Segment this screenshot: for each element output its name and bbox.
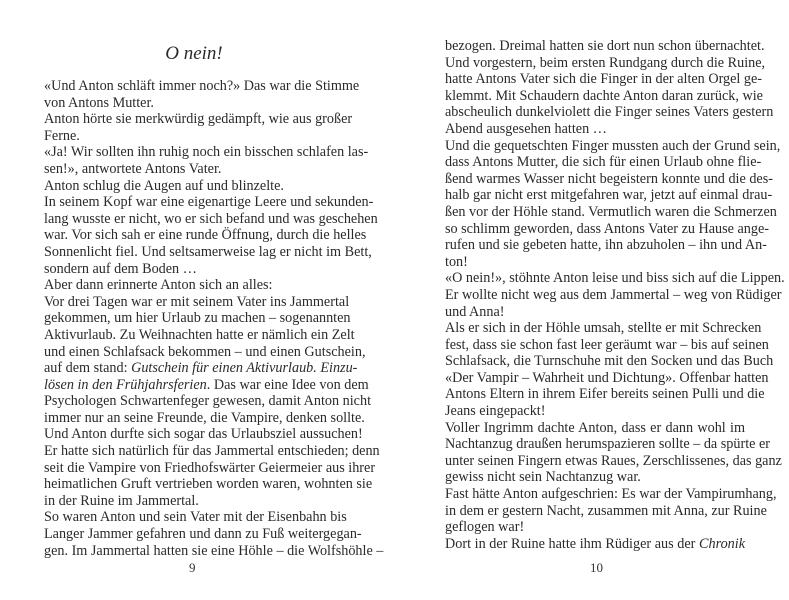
text-line [44,409,365,427]
text-line [445,154,762,171]
text-line [44,310,351,327]
text-segment: unter seinen Fingern etwas Raues, Zerschlissenes, das ganz [445,452,782,469]
text-line [44,393,372,410]
text-segment: Aktivurlaub. Zu Weihnachten hatte er nämlich ein Zelt [44,326,355,343]
text-line [44,261,344,278]
text-segment: heimatlichen Gruft vertrieben worden waren, wohnten sie [44,476,373,493]
text-line [445,519,745,536]
text-segment: bezogen. Dreimal hatten sie dort nun schon übernachtet. [445,38,765,54]
text-line [44,194,374,211]
text-line [44,144,369,161]
text-line [445,71,763,88]
text-segment: dass Antons Mutter, die sich für einen Urlaub ohne flie- [445,154,762,171]
text-line [44,95,344,112]
text-segment: Anton hörte sie merkwürdig gedämpft, wie aus großer [44,111,353,128]
text-line [44,443,380,460]
text-line [445,369,769,387]
italic-text: Chronik [699,535,745,552]
text-segment: geflogen war! [445,519,525,536]
text-line [44,476,373,493]
text-line [44,111,353,128]
text-line [445,270,785,287]
text-segment: Und die gequetschten Finger mussten auch der Grund sein, [445,137,781,154]
text-line [44,459,376,477]
text-segment: Vor drei Tagen war er mit seinem Vater ins Jammertal [44,293,350,310]
text-line [445,237,767,254]
text-line [44,426,363,443]
text-segment: war. Vor sich sah er eine runde Öffnung, durch die helles [44,227,367,244]
text-line [445,220,770,238]
text-segment: Und vorgestern, beim ersten Rundgang durch die Ruine, [445,54,766,71]
text-line [445,38,765,55]
text-segment: lang wusste er nicht, wo er sich befand und was geschehen [44,210,378,227]
text-line [445,403,745,420]
italic-text: lösen in den Frühjahrsferien [44,376,207,393]
text-line [445,452,782,470]
text-segment: Ferne. [44,127,80,144]
text-line [445,502,767,520]
text-line [44,78,360,95]
text-line [445,536,745,553]
text-line [445,137,781,155]
text-segment: gen. Im Jammertal hatten sie eine Höhle – die Wolfshöhle – [44,542,384,559]
text-line [44,360,358,377]
text-line [445,254,745,271]
text-line [445,286,782,304]
text-segment: von Antons Mutter. [44,94,154,111]
page-number-left: 9 [189,560,196,575]
text-segment: und Anna! [445,303,505,320]
left-page-text [44,78,384,559]
text-segment: ßend warmes Wasser nicht begeistern konnte und die des- [445,170,773,187]
text-line [445,104,774,121]
text-line [445,420,745,437]
text-segment: auf dem stand: [44,360,132,377]
text-segment: Dort in der Ruine hatte ihm Rüdiger aus der [445,535,700,552]
text-segment: Fast hätte Anton aufgeschrien: Es war der Vampirumhang, [445,486,777,503]
text-segment: klemmt. Mit Schaudern dachte Anton daran zurück, wie [445,87,763,104]
text-line [44,526,362,543]
text-segment: Aber dann erinnerte Anton sich an alles: [44,277,273,294]
text-line [445,304,745,321]
page-number-right: 10 [590,560,603,575]
text-segment: So waren Anton und sein Vater mit der Eisenbahn bis [44,509,347,526]
text-line [445,320,762,337]
text-line [44,376,369,394]
text-segment: ton! [445,253,468,270]
text-line [445,54,766,72]
text-line [445,203,777,221]
text-line [44,161,344,178]
text-segment: in dem er gestern Nacht, zusammen mit Anna, zur Ruine [445,502,767,519]
text-line [44,227,367,244]
text-segment: fest, dass sie schon fast leer geräumt war – bis auf seinen [445,336,769,353]
text-line [445,486,777,503]
text-line [44,243,372,261]
text-line [445,336,769,354]
text-line [445,187,773,204]
text-line [44,128,344,145]
text-segment: In seinem Kopf war eine eigenartige Leere und sekunden- [44,194,374,211]
italic-text: Gutschein für einen Aktivurlaub. Einzu- [131,360,358,377]
text-segment: rufen und sie gebeten hatte, ihn abzuholen – ihn und An- [445,237,767,254]
text-segment: Anton schlug die Augen auf und blinzelte. [44,177,284,194]
text-line [445,353,774,370]
text-segment: seit die Vampire von Friedhofswärter Geiermeier aus ihrer [44,459,376,476]
text-segment: abscheulich dunkelviolett die Finger seines Vaters gestern [445,104,774,121]
text-segment: immer nur an seine Freunde, die Vampire, denken sollte. [44,409,365,426]
text-segment: Nachtanzug draußen herumspazieren sollte – da spürte er [445,436,770,453]
text-segment: gekommen, um hier Urlaub zu machen – sogenannten [44,310,351,327]
text-line [445,386,765,403]
text-line [445,170,773,188]
text-segment: Voller Ingrimm dachte Anton, dass er dann wohl im [445,419,745,436]
right-page-text [445,38,785,552]
text-line [44,178,344,195]
text-segment: Psychologen Schwartenfeger gewesen, damit Anton nicht [44,393,372,410]
text-segment: hatte Antons Vater sich die Finger in der alten Orgel ge- [445,71,763,88]
text-line [44,326,355,344]
text-segment: Er hatte sich natürlich für das Jammertal entschieden; denn [44,443,380,460]
text-segment: Er wollte nicht weg aus dem Jammertal – weg von Rüdiger [445,286,782,303]
text-segment: sen!», antwortete Antons Vater. [44,160,222,177]
text-line [445,121,745,138]
chapter-title: O nein! [165,43,223,64]
text-segment: Langer Jammer gefahren und dann zu Fuß weitergegan- [44,526,362,543]
text-segment: Antons Eltern in ihrem Eifer bereits seinen Pulli und die [445,386,765,403]
text-segment: «Der Vampir – Wahrheit und Dichtung». Offenbar hatten [445,369,769,386]
text-line [44,277,344,294]
text-line [44,210,378,228]
text-line [44,542,384,560]
text-segment: «O nein!», stöhnte Anton leise und biss sich auf die Lippen. [445,270,785,287]
text-line [44,509,347,526]
text-line [44,293,350,311]
text-line [445,87,763,105]
text-segment: in der Ruine im Jammertal. [44,492,199,509]
text-segment: und einen Schlafsack bekommen – und einen Gutschein, [44,343,366,360]
text-segment: Sonnenlicht fiel. Und seltsamerweise lag er nicht im Bett, [44,243,372,260]
text-segment: «Ja! Wir sollten ihn ruhig noch ein bisschen schlafen las- [44,144,369,161]
text-line [445,436,770,453]
text-segment: ßen vor der Höhle stand. Vermutlich waren die Schmerzen [445,203,777,220]
text-segment: so schlimm geworden, dass Antons Vater zu Hause ange- [445,220,770,237]
text-segment: gewiss nicht sein Nachtanzug war. [445,469,641,486]
text-line [44,343,366,361]
text-segment: Und Anton durfte sich sogar das Urlaubsziel aussuchen! [44,426,363,443]
text-segment: Abend ausgesehen hatten … [445,120,607,137]
text-segment: sondern auf dem Boden … [44,260,197,277]
text-segment: Schlafsack, die Turnschuhe mit den Socken und das Buch [445,353,774,370]
text-segment: «Und Anton schläft immer noch?» Das war die Stimme [44,78,360,94]
text-line [44,493,344,510]
text-segment: Als er sich in der Höhle umsah, stellte er mit Schrecken [445,320,762,337]
text-segment: Jeans eingepackt! [445,403,546,420]
text-line [445,469,745,486]
text-segment: halb gar nicht erst mitgefahren war, jetzt auf einmal drau- [445,187,773,204]
text-segment: . Das war eine Idee von dem [206,376,369,393]
